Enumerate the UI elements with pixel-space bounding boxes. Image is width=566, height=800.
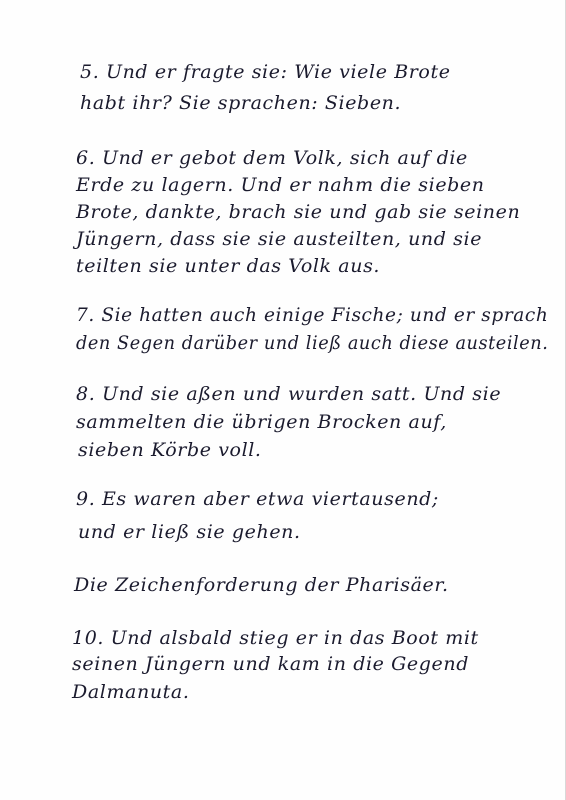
verse-10-line-1: 10. Und alsbald stieg er in das Boot mit — [72, 627, 479, 649]
verse-10-line-2: seinen Jüngern und kam in die Gegend — [72, 653, 469, 675]
verse-7-line-2: den Segen darüber und ließ auch diese austeilen. — [76, 332, 549, 354]
verse-6-line-2: Erde zu lagern. Und er nahm die sieben — [76, 174, 485, 196]
verse-8-line-3: sieben Körbe voll. — [78, 439, 262, 461]
verse-5-line-1: 5. Und er fragte sie: Wie viele Brote — [80, 61, 451, 83]
verse-9-line-1: 9. Es waren aber etwa viertausend; — [76, 488, 439, 510]
verse-8-line-1: 8. Und sie aßen und wurden satt. Und sie — [76, 383, 502, 405]
verse-8-line-2: sammelten die übrigen Brocken auf, — [76, 411, 447, 433]
section-heading: Die Zeichenforderung der Pharisäer. — [74, 574, 449, 596]
verse-6-line-5: teilten sie unter das Volk aus. — [76, 255, 381, 277]
verse-6-line-3: Brote, dankte, brach sie und gab sie seinen — [76, 201, 521, 223]
verse-10-line-3: Dalmanuta. — [72, 681, 190, 703]
verse-5-line-2: habt ihr? Sie sprachen: Sieben. — [80, 92, 402, 114]
verse-7-line-1: 7. Sie hatten auch einige Fische; und er sprach — [76, 304, 549, 326]
verse-6-line-1: 6. Und er gebot dem Volk, sich auf die — [76, 147, 468, 169]
verse-9-line-2: und er ließ sie gehen. — [78, 521, 301, 543]
verse-6-line-4: Jüngern, dass sie sie austeilten, und sie — [76, 228, 483, 250]
